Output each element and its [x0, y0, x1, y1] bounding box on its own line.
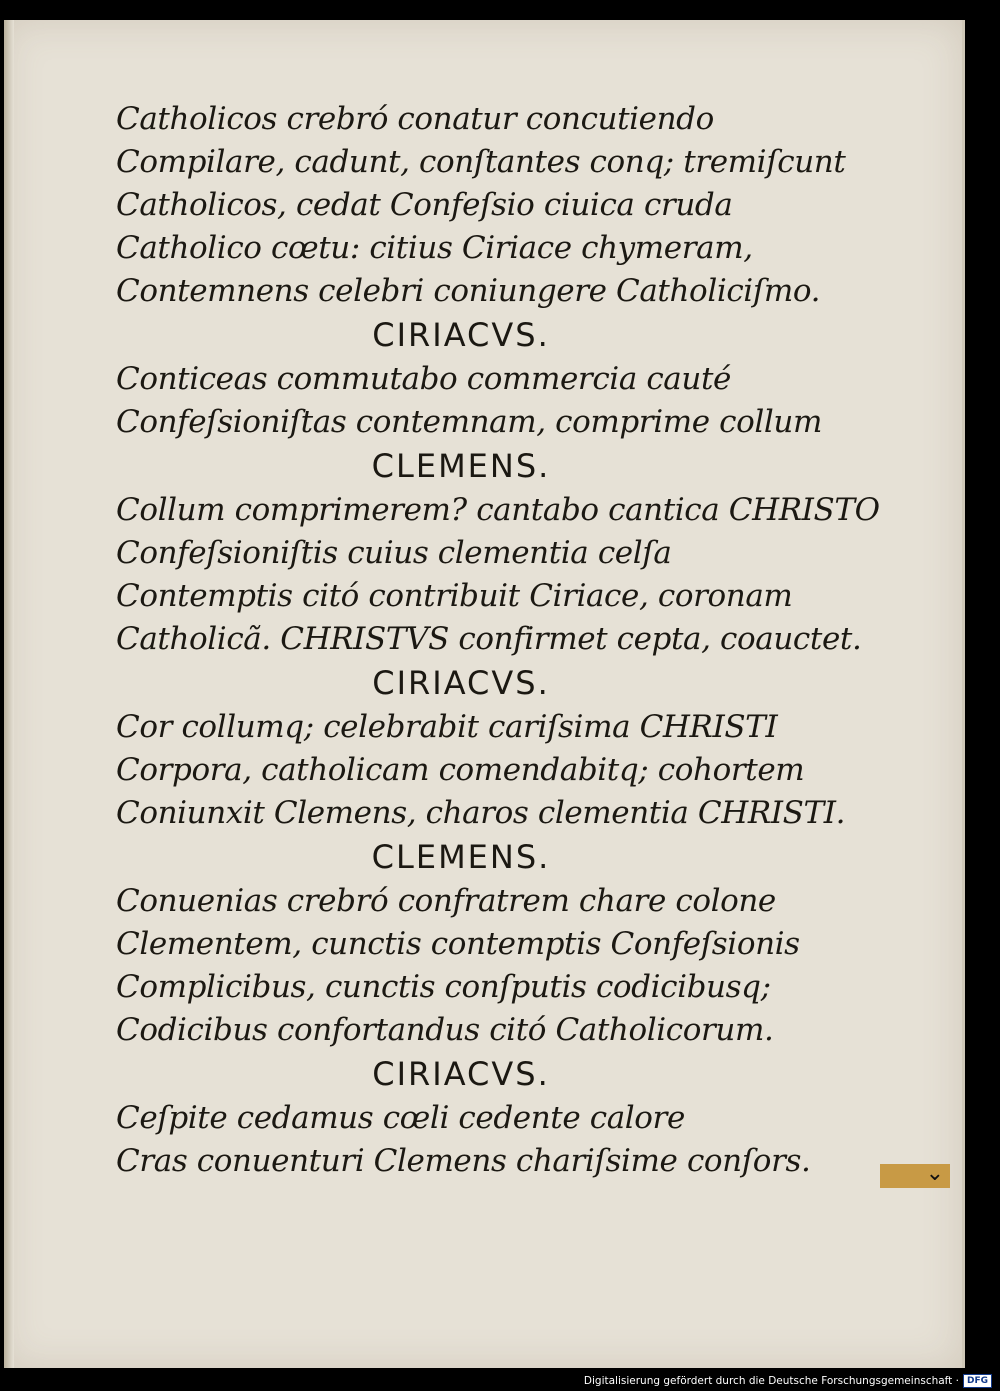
verse-text-block — [116, 98, 880, 1183]
verse-line: Corpora, catholicam comendabitq; cohortem — [116, 752, 805, 788]
verse-line: Catholicã. CHRISTVS confirmet cepta, coauctet. — [116, 621, 862, 657]
verse-line: Catholicos crebró conatur concutiendo — [116, 101, 714, 137]
verse-line: Codicibus confortandus citó Catholicorum. — [116, 1012, 774, 1048]
speaker-heading: CIRIACVS. — [372, 664, 550, 702]
verse-line: Collum comprimerem? cantabo cantica CHRISTO — [116, 492, 880, 528]
digitization-footer — [584, 1374, 992, 1388]
verse-line: Compilare, cadunt, conſtantes conq; tremiſcunt — [116, 144, 846, 180]
verse-line: Conuenias crebró confratrem chare colone — [116, 883, 776, 919]
dfg-logo-icon: DFG — [963, 1374, 992, 1388]
verse-line: Cor collumq; celebrabit cariſsima CHRISTI — [116, 709, 778, 745]
book-page — [4, 20, 965, 1368]
page-spine-shadow — [4, 20, 14, 1368]
verse-line: Catholico cœtu: citius Ciriace chymeram, — [116, 230, 753, 266]
verse-line: Confeſsioniſtas contemnam, comprime collum — [116, 404, 822, 440]
verse-line: Ceſpite cedamus cœli cedente calore — [116, 1100, 685, 1136]
verse-line: Complicibus, cunctis conſputis codicibusq; — [116, 969, 771, 1005]
speaker-heading: CLEMENS. — [371, 447, 551, 485]
speaker-heading: CLEMENS. — [371, 838, 551, 876]
speaker-heading: CIRIACVS. — [372, 1055, 550, 1093]
page-marker-tab — [880, 1161, 950, 1188]
verse-line: Clementem, cunctis contemptis Confeſsionis — [116, 926, 800, 962]
verse-line: Cras conuenturi Clemens chariſsime conſors. — [116, 1143, 811, 1179]
verse-line: Coniunxit Clemens, charos clementia CHRISTI. — [116, 795, 846, 831]
speaker-heading: CIRIACVS. — [372, 316, 550, 354]
verse-line: Contemnens celebri coniungere Catholiciſmo. — [116, 273, 821, 309]
verse-line: Contemptis citó contribuit Ciriace, coronam — [116, 578, 793, 614]
footer-credit-text: Digitalisierung gefördert durch die Deutsche Forschungsgemeinschaft · — [583, 1375, 959, 1387]
verse-line: Conticeas commutabo commercia cauté — [116, 361, 731, 397]
verse-line: Catholicos, cedat Confeſsio ciuica cruda — [116, 187, 733, 223]
tab-mark-glyph: ⌄ — [925, 1161, 944, 1186]
verse-line: Confeſsioniſtis cuius clementia celſa — [116, 535, 672, 571]
